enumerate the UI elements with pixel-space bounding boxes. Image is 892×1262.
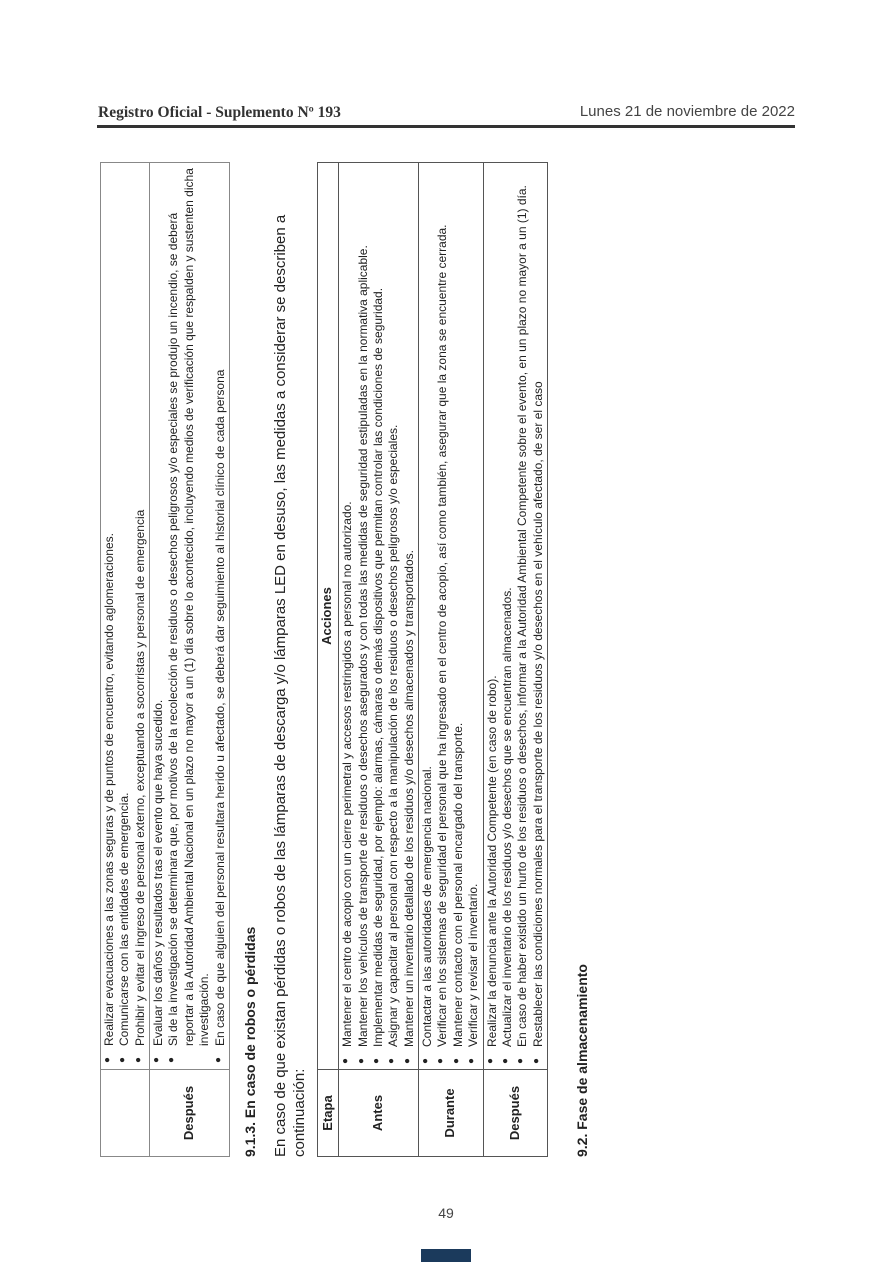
list-item: ● Contactar a las autoridades de emergencia nacional. bbox=[420, 167, 435, 1069]
action-list bbox=[151, 164, 228, 1068]
list-item: ● Restablecer las condiciones normales para el transporte de los residuos y/o desechos en el vehículo afectado, de ser el caso bbox=[531, 167, 546, 1069]
action-list bbox=[484, 163, 547, 1069]
list-item: ● Realizar evacuaciones a las zonas seguras y de puntos de encuentro, evitando aglomeraciones. bbox=[102, 168, 117, 1068]
column-header-actions: Acciones bbox=[318, 163, 339, 1070]
actions-cell bbox=[339, 163, 419, 1070]
section-heading: 9.1.3. En caso de robos o pérdidas bbox=[241, 926, 258, 1157]
list-item: ● Actualizar el inventario de los residuos y/o desechos que se encuentran almacenados. bbox=[500, 167, 515, 1069]
list-item: ● Si de la investigación se determinara que, por motivos de la recolección de residuos o desechos peligrosos y/o especiales se produjo un incendio, se deberá reportar a la Autoridad Ambiental Nacional en un plazo no mayor a un (1) día sobre lo acontecido, incluyendo medios de verificación que respalden y sustenten dicha investigación. bbox=[166, 168, 212, 1068]
actions-cell bbox=[150, 163, 230, 1070]
list-item: ● Verificar y revisar el inventario. bbox=[466, 167, 481, 1069]
list-item: ● En caso de haber existido un hurto de los residuos o desechos, informar a la Autoridad Ambiental Competente sobre el evento, en un plazo no mayor a un (1) día. bbox=[515, 167, 530, 1069]
publication-title: Registro Oficial - Suplemento Nº 193 bbox=[98, 104, 341, 121]
list-item: ● Mantener contacto con el personal encargado del transporte. bbox=[451, 167, 466, 1069]
list-item: ● Mantener el centro de acopio con un cierre perimetral y accesos restringidos a personal no autorizado. bbox=[340, 167, 355, 1069]
measures-table bbox=[317, 162, 548, 1157]
list-item: ● Prohibir y evitar el ingreso de personal externo, exceptuando a socorristas y personal de emergencia bbox=[133, 168, 148, 1068]
table-row bbox=[419, 163, 483, 1157]
list-item: ● Implementar medidas de seguridad, por ejemplo: alarmas, cámaras o demás dispositivos que permitan controlar las condiciones de seguridad. bbox=[371, 167, 386, 1069]
table-row bbox=[483, 163, 547, 1157]
list-item: ● Realizar la denuncia ante la Autoridad Competente (en caso de robo). bbox=[485, 167, 500, 1069]
table-header-row bbox=[318, 163, 339, 1157]
action-list bbox=[339, 163, 418, 1069]
list-item: ● Asignar y capacitar al personal con respecto a la manipulación de los residuos o desechos peligrosos y/o especiales. bbox=[386, 167, 401, 1069]
section-heading: 9.2. Fase de almacenamiento bbox=[573, 964, 590, 1157]
column-header-stage: Etapa bbox=[318, 1070, 339, 1157]
continued-table bbox=[100, 162, 230, 1157]
table-row bbox=[339, 163, 419, 1157]
header-rule bbox=[97, 125, 795, 128]
rotated-content bbox=[100, 162, 710, 1157]
publication-date: Lunes 21 de noviembre de 2022 bbox=[579, 103, 795, 120]
actions-cell bbox=[101, 163, 150, 1070]
page-number: 49 bbox=[438, 1205, 454, 1221]
list-item: ● Mantener los vehículos de transporte de residuos o desechos asegurados y con todas las medidas de seguridad estipuladas en la normativa aplicable. bbox=[356, 167, 371, 1069]
stage-cell: Después bbox=[150, 1070, 230, 1157]
actions-cell bbox=[483, 163, 547, 1070]
stage-cell: Después bbox=[483, 1070, 547, 1157]
list-item: ● Verificar en los sistemas de seguridad el personal que ha ingresado en el centro de acopio, así como también, asegurar que la zona se encuentre cerrada. bbox=[435, 167, 450, 1069]
list-item: ● Comunicarse con las entidades de emergencia. bbox=[117, 168, 132, 1068]
list-item: ● Mantener un inventario detallado de los residuos y/o desechos almacenados y transportados. bbox=[402, 167, 417, 1069]
footer-accent-bar bbox=[421, 1249, 471, 1262]
actions-cell bbox=[419, 163, 483, 1070]
list-item: ● En caso de que alguien del personal resultara herido u afectado, se deberá dar seguimiento al historial clínico de cada persona bbox=[213, 168, 228, 1068]
list-item: ● Evaluar los daños y resultados tras el evento que haya sucedido. bbox=[151, 168, 166, 1068]
action-list bbox=[102, 164, 148, 1068]
action-list bbox=[419, 163, 482, 1069]
section-intro: En caso de que existan pérdidas o robos de las lámparas de descarga y/o lámparas LED en desuso, las medidas a considerar se describen a continuación: bbox=[271, 214, 308, 1157]
table-row bbox=[150, 163, 230, 1157]
stage-cell: Durante bbox=[419, 1070, 483, 1157]
stage-cell: Antes bbox=[339, 1070, 419, 1157]
table-row bbox=[101, 163, 150, 1157]
stage-cell-empty bbox=[101, 1070, 150, 1157]
